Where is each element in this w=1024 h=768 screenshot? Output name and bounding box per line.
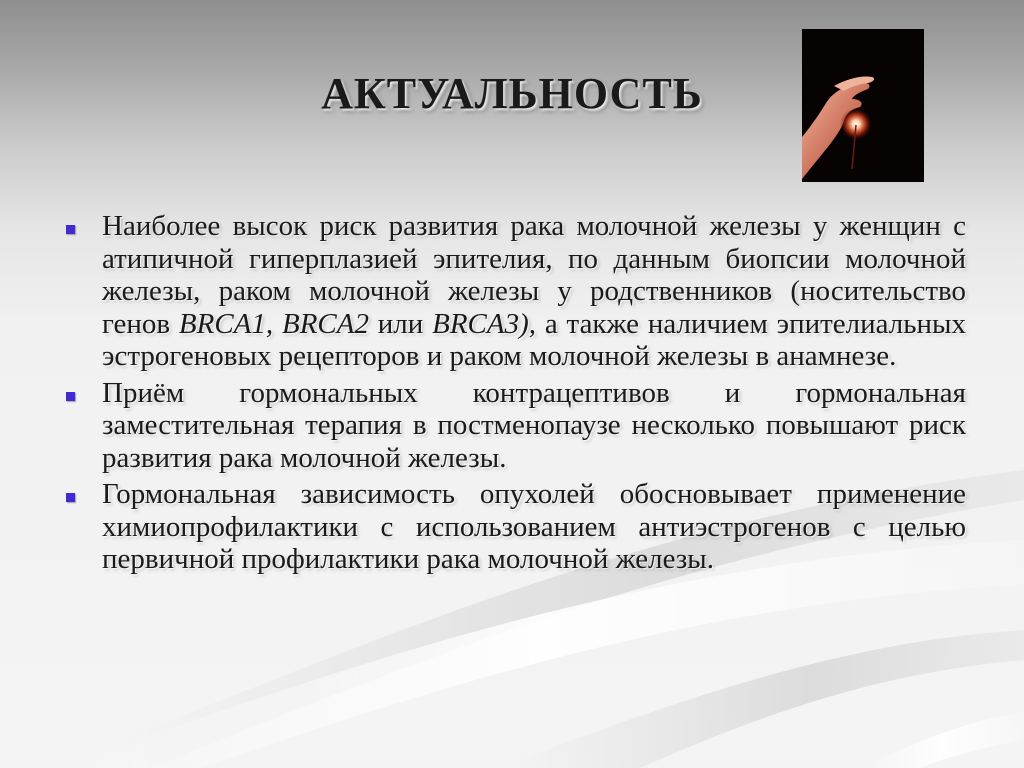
- bullet-text-segment: а также наличием эпителиальных эстрогеновых рецепторов и раком молочной железы в анамнезе.: [102, 307, 966, 372]
- bullet-list: [60, 210, 966, 580]
- bullet-text: [102, 478, 966, 576]
- bullet-item: [60, 210, 966, 373]
- hand-holding-candle-image: [802, 29, 924, 182]
- gene-name-italic: BRCA1, BRCA2: [178, 307, 369, 340]
- bullet-text-segment: Гормональная зависимость опухолей обосновывает применение химиопрофилактики с использованием антиэстрогенов с целью первичной профилактики рака молочной железы.: [102, 478, 966, 575]
- bullet-text-segment: Приём гормональных контрацептивов и гормональная заместительная терапия в постменопаузе несколько повышают риск развития рака молочной железы.: [102, 376, 966, 474]
- bullet-marker: [66, 392, 75, 401]
- bullet-item: [60, 478, 966, 576]
- bullet-marker: [66, 493, 75, 502]
- bullet-item: [60, 377, 966, 475]
- gene-name-italic: BRCA3),: [432, 307, 537, 340]
- bullet-text-segment: или: [368, 307, 433, 340]
- slide-title: АКТУАЛЬНОСТЬ: [321, 69, 703, 118]
- bullet-marker: [66, 225, 75, 234]
- bullet-text-segment: Наиболее высок риск развития рака молочной железы у женщин с атипичной гиперплазией эпителия, по данным биопсии молочной железы, раком молочной железы у родственников (носительство генов: [102, 210, 966, 340]
- bullet-text: [102, 377, 966, 475]
- bullet-text: [102, 210, 966, 373]
